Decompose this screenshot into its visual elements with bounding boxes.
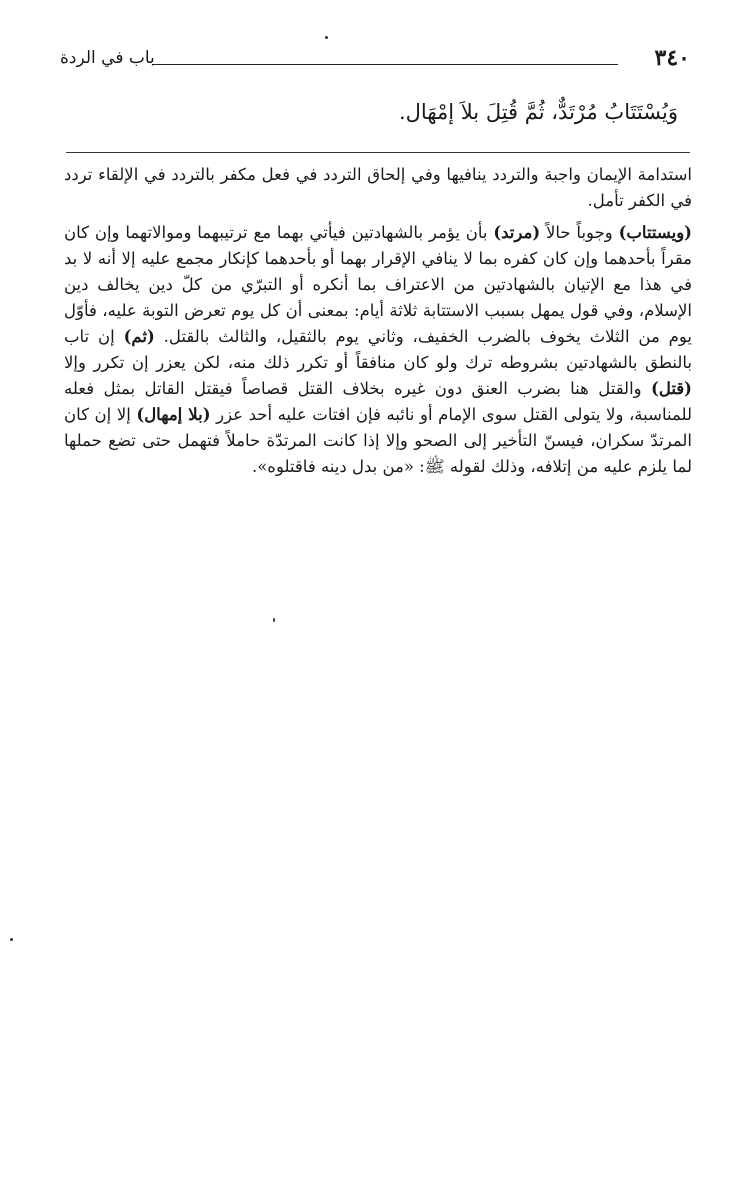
page-header <box>60 44 690 76</box>
commentary-paragraph-2 <box>64 220 692 480</box>
keyword-qutil: (قتل) <box>651 379 692 398</box>
page-number: ٣٤٠ <box>654 45 690 71</box>
commentary-paragraph-1: استدامة الإيمان واجبة والتردد ينافيها وفي إلحاق التردد في فعل مكفر بالتردد في الإلقاء تردد في الكفر تأمل. <box>64 165 692 210</box>
matn-text: وَيُسْتَتَابُ مُرْتَدٌّ، ثُمَّ قُتِلَ بلاَ إمْهَال. <box>399 100 678 124</box>
keyword-bila-imhal: (بلا إمهال) <box>136 405 211 424</box>
commentary-text: والقتل هنا بضرب العنق دون غيره بخلاف القتل قصاصاً فيقتل القاتل بمثل فعله للمناسبة، ولا يتولى القتل سوى الإمام أو نائبه فإن افتات عليه أحد عزر <box>64 379 692 424</box>
commentary-text: بأن يؤمر بالشهادتين فيأتي بهما مع ترتيبهما وموالاتهما وإن كان مقراً بأحدهما وإن كان كفره بما لا ينافي الإقرار بهما أو بأحدهما كإنكار مجمع عليه إلا أنه لا بد في هذا مع الإتيان بالشهادتين من الاعتراف بما أنكره أو التبرّي من كلّ دين يخالف دين الإسلام، وفي قول يمهل بسبب الاستتابة ثلاثة أيام: بمعنى أن كل يوم تعرض التوبة عليه، فأوّل يوم من الثلاث يخوف بالضرب الخفيف، وثاني يوم بالثقيل، والثالث بالقتل. <box>64 223 692 346</box>
scan-speck <box>273 618 275 622</box>
keyword-murtad: (مرتد) <box>493 223 541 242</box>
commentary-text: إلا إن كان المرتدّ سكران، فيسنّ التأخير إلى الصحو وإلا إذا كانت المرتدّة حاملاً فتهمل حتى تضع حملها لما يلزم عليه من إتلافه، وذلك لقوله ﷺ: «من بدل دينه فاقتلوه». <box>64 405 692 476</box>
scan-speck <box>325 36 328 39</box>
keyword-yustatab: (ويستتاب) <box>618 223 692 242</box>
header-rule <box>152 64 618 65</box>
commentary-text: وجوباً حالاً <box>540 223 619 242</box>
scan-speck <box>10 938 13 941</box>
section-divider <box>66 152 690 153</box>
chapter-title: باب في الردة <box>60 48 155 68</box>
keyword-thumma: (ثم) <box>123 327 155 346</box>
commentary-text: إن تاب بالنطق بالشهادتين بشروطه ترك ولو كان منافقاً أو تكرر ذلك منه، لكن يعزر إن تكرر وإلا <box>64 327 692 372</box>
commentary <box>64 162 692 486</box>
